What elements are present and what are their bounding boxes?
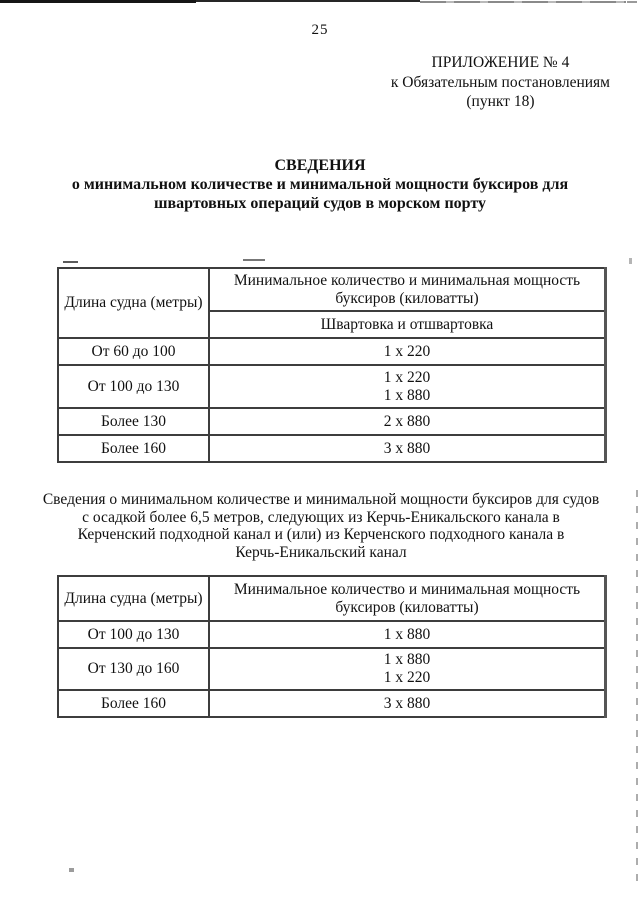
cell-ship-length: Более 160 <box>58 435 209 462</box>
cell-ship-length: Более 130 <box>58 408 209 435</box>
appendix-line-3: (пункт 18) <box>466 93 535 110</box>
scan-artifact-speck <box>243 259 265 261</box>
cell-ship-length: Более 160 <box>58 690 209 717</box>
cell-ship-length: От 100 до 130 <box>58 365 209 408</box>
scan-artifact-top-line <box>627 1 637 3</box>
header-tug-power-line-2: буксиров (киловатты) <box>335 598 479 616</box>
appendix-line-1: ПРИЛОЖЕНИЕ № 4 <box>431 54 570 71</box>
cell-tugs: 1 x 880 <box>209 621 606 648</box>
cell-ship-length: От 100 до 130 <box>58 621 209 648</box>
table-header-row <box>58 576 606 621</box>
subtitle-line-2: с осадкой более 6,5 метров, следующих из Керчь-Еникальского канала в <box>82 508 560 526</box>
document-title <box>0 156 640 213</box>
header-tug-power <box>209 268 606 311</box>
table-row <box>58 690 606 717</box>
scan-artifact-speck <box>629 258 632 264</box>
cell-tugs-line-2: 1 x 880 <box>383 386 431 404</box>
table-row <box>58 648 606 690</box>
kerch-canal-subtitle <box>38 491 604 561</box>
header-ship-length: Длина судна (метры) <box>58 576 209 621</box>
cell-ship-length: От 130 до 160 <box>58 648 209 690</box>
subtitle-line-4: Керчь-Еникальский канал <box>235 543 407 561</box>
cell-tugs <box>209 648 606 690</box>
title-line-1: СВЕДЕНИЯ <box>274 157 366 174</box>
cell-ship-length: От 60 до 100 <box>58 338 209 365</box>
table-row <box>58 408 606 435</box>
header-tug-power <box>209 576 606 621</box>
header-tug-power-line-1: Минимальное количество и минимальная мощность <box>233 580 581 598</box>
table-header-row <box>58 268 606 311</box>
cell-tugs-line-2: 1 x 220 <box>383 669 431 686</box>
header-tug-power-line-1: Минимальное количество и минимальная мощность <box>233 271 581 289</box>
subheader-mooring-unmooring: Швартовка и отшвартовка <box>209 311 606 338</box>
cell-tugs-line-1: 1 x 880 <box>383 651 431 668</box>
page-number: 25 <box>311 22 329 38</box>
scan-artifact-top-line <box>0 0 196 3</box>
tugs-table-mooring <box>57 267 607 463</box>
appendix-line-2: к Обязательным постановлениям <box>390 73 610 91</box>
cell-tugs: 3 x 880 <box>209 690 606 717</box>
appendix-heading <box>391 53 610 112</box>
table-row <box>58 338 606 365</box>
cell-tugs-line-1: 1 x 220 <box>383 368 431 386</box>
header-ship-length: Длина судна (метры) <box>58 268 209 338</box>
scan-artifact-top-line <box>196 0 420 2</box>
scan-artifact-top-line <box>420 1 626 3</box>
title-line-3: швартовных операций судов в морском порту <box>153 195 486 212</box>
header-tug-power-line-2: буксиров (киловатты) <box>335 289 479 307</box>
subtitle-line-1: Сведения о минимальном количестве и минимальной мощности буксиров для судов <box>42 491 600 508</box>
cell-tugs <box>209 365 606 408</box>
table-row <box>58 435 606 462</box>
cell-tugs: 2 x 880 <box>209 408 606 435</box>
tugs-table-kerch-canal <box>57 575 607 718</box>
cell-tugs: 3 x 880 <box>209 435 606 462</box>
table-row <box>58 621 606 648</box>
scan-artifact-speck <box>63 261 78 263</box>
title-line-2: о минимальном количестве и минимальной мощности буксиров для <box>71 176 569 193</box>
cell-tugs: 1 x 220 <box>209 338 606 365</box>
scan-artifact-right-edge <box>636 490 638 885</box>
table-row <box>58 365 606 408</box>
scan-artifact-speck <box>69 868 74 872</box>
subtitle-line-3: Керченский подходной канал и (или) из Керченского подходного канала в <box>77 526 565 544</box>
